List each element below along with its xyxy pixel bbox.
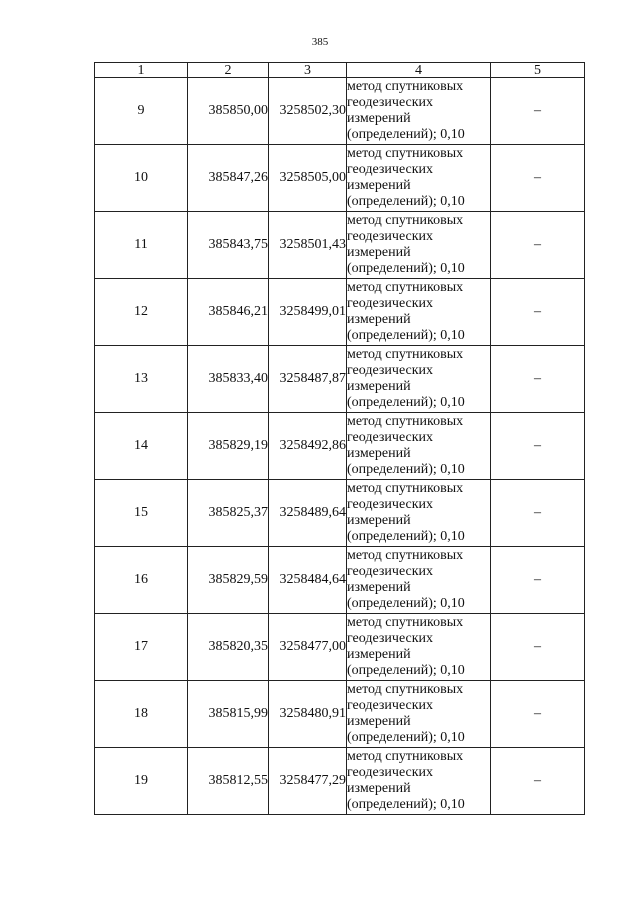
method-text-line: геодезических: [347, 363, 434, 378]
method-cell: [347, 145, 491, 212]
method-text-line: (определений); 0,10: [347, 194, 465, 209]
table-row: [95, 547, 585, 614]
method-text-line: (определений); 0,10: [347, 663, 465, 678]
method-text-line: геодезических: [347, 229, 434, 244]
method-text-line: (определений); 0,10: [347, 328, 465, 343]
x-coordinate-cell: 385843,75: [188, 212, 269, 279]
y-coordinate-cell: 3258487,87: [269, 346, 347, 413]
method-text-line: измерений: [347, 580, 411, 595]
column-header: 4: [347, 63, 491, 78]
method-text-line: измерений: [347, 513, 411, 528]
method-text-line: (определений); 0,10: [347, 596, 465, 611]
method-cell: [347, 279, 491, 346]
table-row: [95, 748, 585, 815]
y-coordinate-cell: 3258499,01: [269, 279, 347, 346]
x-coordinate-cell: 385833,40: [188, 346, 269, 413]
x-coordinate-cell: 385825,37: [188, 480, 269, 547]
y-coordinate-cell: 3258489,64: [269, 480, 347, 547]
table-row: [95, 212, 585, 279]
point-number-cell: 10: [95, 145, 188, 212]
column-5-cell: –: [491, 748, 585, 815]
method-text-line: метод спутниковых: [347, 213, 464, 228]
method-text-line: (определений); 0,10: [347, 529, 465, 544]
method-text-line: измерений: [347, 446, 411, 461]
method-text-line: геодезических: [347, 430, 434, 445]
method-text-line: метод спутниковых: [347, 146, 464, 161]
table-row: [95, 413, 585, 480]
method-text-line: измерений: [347, 714, 411, 729]
method-cell: [347, 480, 491, 547]
method-text-line: измерений: [347, 647, 411, 662]
method-text-line: метод спутниковых: [347, 615, 464, 630]
method-cell: [347, 346, 491, 413]
method-text-line: (определений); 0,10: [347, 797, 465, 812]
method-text-line: геодезических: [347, 698, 434, 713]
method-text-line: (определений); 0,10: [347, 261, 465, 276]
method-text-line: метод спутниковых: [347, 280, 464, 295]
method-text-line: метод спутниковых: [347, 682, 464, 697]
method-text-line: метод спутниковых: [347, 79, 464, 94]
method-text-line: геодезических: [347, 564, 434, 579]
y-coordinate-cell: 3258477,29: [269, 748, 347, 815]
method-cell: [347, 413, 491, 480]
point-number-cell: 17: [95, 614, 188, 681]
method-text-line: геодезических: [347, 765, 434, 780]
column-5-cell: –: [491, 145, 585, 212]
method-cell: [347, 212, 491, 279]
method-text-line: (определений); 0,10: [347, 127, 465, 142]
column-header: 1: [95, 63, 188, 78]
column-5-cell: –: [491, 78, 585, 145]
point-number-cell: 16: [95, 547, 188, 614]
point-number-cell: 14: [95, 413, 188, 480]
column-5-cell: –: [491, 279, 585, 346]
method-cell: [347, 681, 491, 748]
point-number-cell: 19: [95, 748, 188, 815]
y-coordinate-cell: 3258484,64: [269, 547, 347, 614]
method-text-line: метод спутниковых: [347, 414, 464, 429]
x-coordinate-cell: 385829,59: [188, 547, 269, 614]
point-number-cell: 11: [95, 212, 188, 279]
table-row: [95, 681, 585, 748]
point-number-cell: 15: [95, 480, 188, 547]
table-row: [95, 346, 585, 413]
method-text-line: геодезических: [347, 162, 434, 177]
table-row: [95, 614, 585, 681]
table-row: [95, 78, 585, 145]
column-header: 2: [188, 63, 269, 78]
column-5-cell: –: [491, 212, 585, 279]
x-coordinate-cell: 385846,21: [188, 279, 269, 346]
column-5-cell: –: [491, 480, 585, 547]
column-header: 3: [269, 63, 347, 78]
x-coordinate-cell: 385820,35: [188, 614, 269, 681]
y-coordinate-cell: 3258505,00: [269, 145, 347, 212]
method-text-line: измерений: [347, 245, 411, 260]
method-cell: [347, 748, 491, 815]
y-coordinate-cell: 3258477,00: [269, 614, 347, 681]
method-text-line: измерений: [347, 379, 411, 394]
page-number: 385: [311, 36, 329, 48]
column-5-cell: –: [491, 547, 585, 614]
y-coordinate-cell: 3258480,91: [269, 681, 347, 748]
method-text-line: геодезических: [347, 631, 434, 646]
column-5-cell: –: [491, 413, 585, 480]
method-text-line: метод спутниковых: [347, 347, 464, 362]
method-cell: [347, 78, 491, 145]
table-header-row: [95, 63, 585, 78]
table-row: [95, 145, 585, 212]
method-text-line: геодезических: [347, 95, 434, 110]
x-coordinate-cell: 385815,99: [188, 681, 269, 748]
method-text-line: метод спутниковых: [347, 481, 464, 496]
y-coordinate-cell: 3258501,43: [269, 212, 347, 279]
table-row: [95, 480, 585, 547]
coordinates-table: [94, 62, 585, 815]
x-coordinate-cell: 385850,00: [188, 78, 269, 145]
method-cell: [347, 614, 491, 681]
column-5-cell: –: [491, 614, 585, 681]
x-coordinate-cell: 385847,26: [188, 145, 269, 212]
point-number-cell: 18: [95, 681, 188, 748]
method-text-line: (определений); 0,10: [347, 395, 465, 410]
method-text-line: (определений); 0,10: [347, 730, 465, 745]
method-text-line: измерений: [347, 781, 411, 796]
x-coordinate-cell: 385812,55: [188, 748, 269, 815]
method-text-line: геодезических: [347, 497, 434, 512]
method-text-line: измерений: [347, 312, 411, 327]
column-5-cell: –: [491, 346, 585, 413]
point-number-cell: 12: [95, 279, 188, 346]
point-number-cell: 9: [95, 78, 188, 145]
method-cell: [347, 547, 491, 614]
x-coordinate-cell: 385829,19: [188, 413, 269, 480]
y-coordinate-cell: 3258492,86: [269, 413, 347, 480]
method-text-line: измерений: [347, 178, 411, 193]
method-text-line: (определений); 0,10: [347, 462, 465, 477]
method-text-line: измерений: [347, 111, 411, 126]
column-header: 5: [491, 63, 585, 78]
y-coordinate-cell: 3258502,30: [269, 78, 347, 145]
method-text-line: метод спутниковых: [347, 548, 464, 563]
table-row: [95, 279, 585, 346]
column-5-cell: –: [491, 681, 585, 748]
method-text-line: метод спутниковых: [347, 749, 464, 764]
point-number-cell: 13: [95, 346, 188, 413]
method-text-line: геодезических: [347, 296, 434, 311]
